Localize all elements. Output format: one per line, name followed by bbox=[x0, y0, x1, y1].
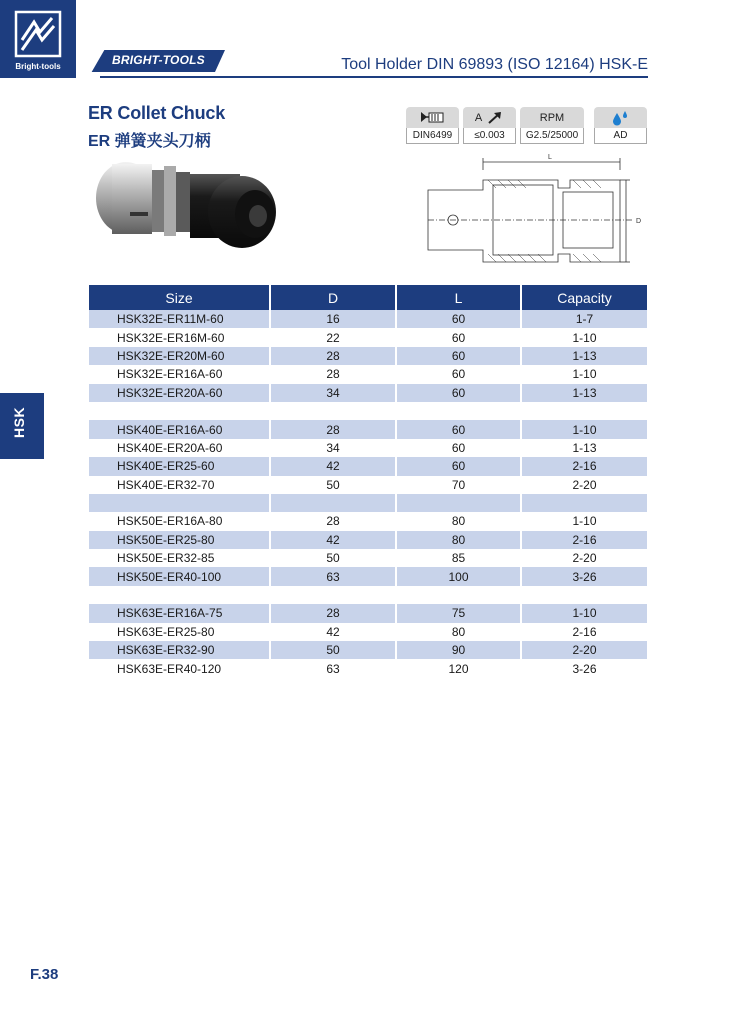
spec-runout bbox=[463, 107, 516, 144]
table-row bbox=[89, 365, 647, 383]
cell-d: 50 bbox=[270, 641, 396, 659]
cell-size: HSK63E-ER25-80 bbox=[89, 623, 270, 641]
side-tab-label: HSK bbox=[11, 406, 27, 438]
cell-size bbox=[89, 586, 270, 604]
col-header-l: L bbox=[396, 285, 521, 310]
cell-l: 60 bbox=[396, 439, 521, 457]
cell-d: 42 bbox=[270, 623, 396, 641]
cell-l: 75 bbox=[396, 604, 521, 622]
cell-size: HSK40E-ER20A-60 bbox=[89, 439, 270, 457]
cell-size: HSK32E-ER20A-60 bbox=[89, 384, 270, 402]
technical-drawing bbox=[398, 150, 648, 278]
page-header-title: Tool Holder DIN 69893 (ISO 12164) HSK-E bbox=[341, 56, 648, 73]
logo-text: Bright-tools bbox=[15, 62, 61, 71]
table-row bbox=[89, 384, 647, 402]
cell-l: 90 bbox=[396, 641, 521, 659]
brand-banner bbox=[90, 50, 225, 72]
cell-l: 60 bbox=[396, 384, 521, 402]
cell-l: 80 bbox=[396, 531, 521, 549]
spec-collet-standard bbox=[406, 107, 459, 144]
cell-size: HSK63E-ER40-120 bbox=[89, 659, 270, 677]
spec-rpm bbox=[520, 107, 584, 144]
product-title-cn: ER 弹簧夹头刀柄 bbox=[88, 133, 211, 150]
table-row bbox=[89, 476, 647, 494]
cell-d: 28 bbox=[270, 347, 396, 365]
cell-size: HSK50E-ER40-100 bbox=[89, 567, 270, 585]
cell-size: HSK32E-ER20M-60 bbox=[89, 347, 270, 365]
cell-d: 28 bbox=[270, 512, 396, 530]
cell-l: 80 bbox=[396, 512, 521, 530]
cell-d: 28 bbox=[270, 604, 396, 622]
cell-d: 63 bbox=[270, 567, 396, 585]
table-row bbox=[89, 310, 647, 328]
spec-coolant-value: AD bbox=[594, 128, 647, 144]
cell-l: 60 bbox=[396, 457, 521, 475]
table-row bbox=[89, 531, 647, 549]
spec-collet-value: DIN6499 bbox=[406, 128, 459, 144]
cell-capacity: 2-16 bbox=[521, 531, 647, 549]
cell-d: 34 bbox=[270, 439, 396, 457]
cell-l bbox=[396, 586, 521, 604]
cell-capacity: 1-10 bbox=[521, 365, 647, 383]
cell-l: 80 bbox=[396, 623, 521, 641]
page-number: F.38 bbox=[30, 966, 59, 983]
table-row bbox=[89, 512, 647, 530]
table-row bbox=[89, 347, 647, 365]
cell-size: HSK50E-ER16A-80 bbox=[89, 512, 270, 530]
spec-runout-value: ≤0.003 bbox=[463, 128, 516, 144]
cell-d: 42 bbox=[270, 457, 396, 475]
cell-l bbox=[396, 402, 521, 420]
table-row bbox=[89, 420, 647, 438]
cell-size: HSK50E-ER25-80 bbox=[89, 531, 270, 549]
product-photo bbox=[90, 150, 290, 260]
drawing-dim-d: D bbox=[636, 218, 642, 225]
cell-capacity: 1-13 bbox=[521, 347, 647, 365]
cell-capacity: 3-26 bbox=[521, 659, 647, 677]
cell-l: 60 bbox=[396, 310, 521, 328]
cell-size: HSK40E-ER25-60 bbox=[89, 457, 270, 475]
col-header-capacity: Capacity bbox=[521, 285, 647, 310]
drawing-dim-l: L bbox=[548, 154, 552, 161]
table-row bbox=[89, 328, 647, 346]
table-row bbox=[89, 586, 647, 604]
cell-capacity: 2-20 bbox=[521, 476, 647, 494]
table-row bbox=[89, 549, 647, 567]
spec-rpm-label: RPM bbox=[520, 107, 584, 128]
cell-size: HSK63E-ER16A-75 bbox=[89, 604, 270, 622]
spec-table bbox=[89, 285, 647, 678]
header-rule bbox=[100, 76, 648, 78]
brand-banner-label: BRIGHT-TOOLS bbox=[112, 53, 205, 67]
cell-capacity bbox=[521, 586, 647, 604]
cell-capacity: 2-20 bbox=[521, 641, 647, 659]
cell-size: HSK40E-ER32-70 bbox=[89, 476, 270, 494]
cell-capacity: 2-16 bbox=[521, 457, 647, 475]
logo-mark-icon bbox=[14, 10, 62, 60]
cell-size bbox=[89, 494, 270, 512]
cell-l: 60 bbox=[396, 328, 521, 346]
table-row bbox=[89, 494, 647, 512]
cell-d bbox=[270, 494, 396, 512]
cell-d: 28 bbox=[270, 365, 396, 383]
cell-d bbox=[270, 586, 396, 604]
cell-l: 70 bbox=[396, 476, 521, 494]
cell-size: HSK32E-ER16M-60 bbox=[89, 328, 270, 346]
table-row bbox=[89, 567, 647, 585]
cell-l: 85 bbox=[396, 549, 521, 567]
section-side-tab bbox=[0, 393, 44, 459]
cell-d: 42 bbox=[270, 531, 396, 549]
table-header-row bbox=[89, 285, 647, 310]
cell-capacity: 1-10 bbox=[521, 512, 647, 530]
cell-l bbox=[396, 494, 521, 512]
cell-l: 60 bbox=[396, 365, 521, 383]
cell-capacity: 1-13 bbox=[521, 384, 647, 402]
cell-l: 60 bbox=[396, 347, 521, 365]
col-header-d: D bbox=[270, 285, 396, 310]
spec-coolant bbox=[594, 107, 647, 144]
spec-rpm-value: G2.5/25000 bbox=[520, 128, 584, 144]
cell-size bbox=[89, 402, 270, 420]
cell-size: HSK40E-ER16A-60 bbox=[89, 420, 270, 438]
cell-d: 16 bbox=[270, 310, 396, 328]
table-row bbox=[89, 659, 647, 677]
cell-capacity: 1-13 bbox=[521, 439, 647, 457]
cell-capacity bbox=[521, 402, 647, 420]
cell-capacity: 2-20 bbox=[521, 549, 647, 567]
cell-capacity bbox=[521, 494, 647, 512]
cell-d: 28 bbox=[270, 420, 396, 438]
spec-runout-label: A bbox=[474, 111, 483, 124]
table-row bbox=[89, 457, 647, 475]
cell-capacity: 1-7 bbox=[521, 310, 647, 328]
cell-d: 50 bbox=[270, 476, 396, 494]
cell-capacity: 2-16 bbox=[521, 623, 647, 641]
cell-d: 50 bbox=[270, 549, 396, 567]
cell-size: HSK63E-ER32-90 bbox=[89, 641, 270, 659]
table-row bbox=[89, 439, 647, 457]
runout-arrow-icon bbox=[486, 111, 504, 125]
cell-size: HSK32E-ER11M-60 bbox=[89, 310, 270, 328]
product-title-en: ER Collet Chuck bbox=[88, 103, 226, 123]
table-row bbox=[89, 604, 647, 622]
cell-size: HSK32E-ER16A-60 bbox=[89, 365, 270, 383]
cell-capacity: 3-26 bbox=[521, 567, 647, 585]
col-header-size: Size bbox=[89, 285, 270, 310]
collet-din-icon bbox=[420, 111, 446, 125]
cell-capacity: 1-10 bbox=[521, 420, 647, 438]
cell-d: 22 bbox=[270, 328, 396, 346]
cell-capacity: 1-10 bbox=[521, 328, 647, 346]
cell-d: 63 bbox=[270, 659, 396, 677]
cell-l: 60 bbox=[396, 420, 521, 438]
table-row bbox=[89, 641, 647, 659]
coolant-drops-icon bbox=[611, 110, 631, 126]
cell-capacity: 1-10 bbox=[521, 604, 647, 622]
cell-l: 100 bbox=[396, 567, 521, 585]
cell-d: 34 bbox=[270, 384, 396, 402]
table-row bbox=[89, 623, 647, 641]
cell-size: HSK50E-ER32-85 bbox=[89, 549, 270, 567]
cell-d bbox=[270, 402, 396, 420]
table-row bbox=[89, 402, 647, 420]
cell-l: 120 bbox=[396, 659, 521, 677]
company-logo bbox=[0, 0, 76, 78]
